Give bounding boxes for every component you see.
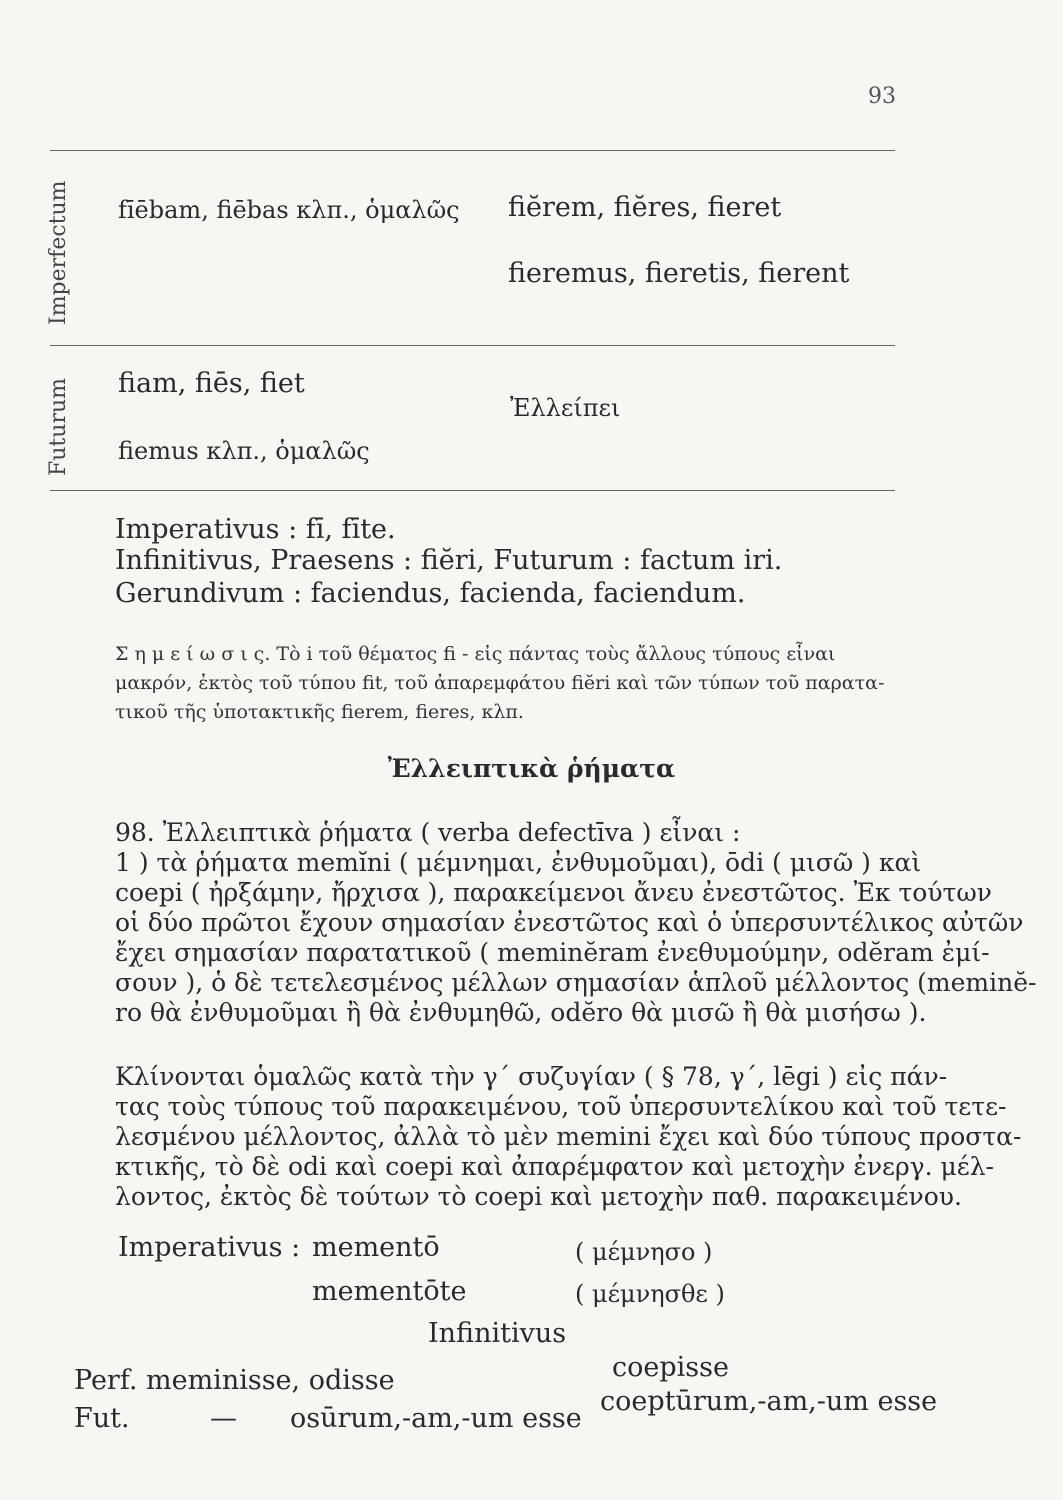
imperativus-gloss-plural: ( μέμνησθε ) <box>575 1280 725 1308</box>
imperativus-line: Imperativus : fī, fīte. <box>115 514 396 545</box>
perfect-coepi: coepisse <box>612 1352 729 1383</box>
imperativus-label: Imperativus : <box>118 1232 301 1263</box>
future-subjunctive-missing: Ἐλλείπει <box>510 394 621 422</box>
paragraph-line: τας τοὺς τύπους τοῦ παρακειμένου, τοῦ ὑπερσυντελίκου καὶ τοῦ τετε- <box>115 1092 1007 1121</box>
imperfect-subjunctive-plural: fieremus, fieretis, fierent <box>508 258 850 289</box>
future-forms: osūrum,-am,-um esse <box>290 1403 582 1434</box>
note-block <box>115 640 915 727</box>
future-indicative-singular: fiam, fiēs, fiet <box>118 368 305 399</box>
paragraph-line: Κλίνονται ὁμαλῶς κατὰ τὴν γ΄ συζυγίαν ( § 78, γ΄, lēgi ) εἰς πάν- <box>115 1062 948 1091</box>
paragraph-line: coepi ( ἠρξάμην, ἤρχισα ), παρακείμενοι ἄνευ ἐνεστῶτος. Ἐκ τούτων <box>115 878 992 907</box>
table-top-rule <box>50 150 895 151</box>
infinitivus-heading: Infinitivus <box>428 1318 567 1349</box>
paragraph-line: κτικῆς, τὸ δὲ odi καὶ coepi καὶ ἀπαρέμφατον καὶ μετοχὴν ἐνεργ. μέλ- <box>115 1152 995 1181</box>
imperfect-subjunctive-singular: fiĕrem, fiĕres, fieret <box>508 192 782 223</box>
note-line: μακρόν, ἐκτὸς τοῦ τύπου fit, τοῦ ἀπαρεμφάτου fiĕri καὶ τῶν τύπων τοῦ παρατα- <box>115 672 885 694</box>
paragraph-98 <box>115 818 1037 1028</box>
paragraph-declension <box>115 1062 1022 1212</box>
section-heading: Ἐλλειπτικὰ ῥήματα <box>387 754 676 783</box>
table-middle-rule <box>50 345 895 346</box>
future-coepi: coeptūrum,-am,-um esse <box>600 1386 938 1417</box>
paragraph-line: λεσμένου μέλλοντος, ἀλλὰ τὸ μὲν memini ἔχει καὶ δύο τύπους προστα- <box>115 1122 1022 1151</box>
future-dash: — <box>210 1403 237 1434</box>
paragraph-line: 98. Ἐλλειπτικὰ ῥήματα ( verba defectīva ) εἶναι : <box>115 818 741 847</box>
infinitivus-line: Infinitivus, Praesens : fiĕri, Futurum : factum iri. <box>115 545 783 576</box>
paragraph-line: ἔχει σημασίαν παρατατικοῦ ( meminĕram ἐνεθυμούμην, odĕram ἐμί- <box>115 938 990 967</box>
imperativus-form-singular: mementō <box>312 1232 440 1263</box>
note-line: Σ η μ ε ί ω σ ι ς. Τὸ i τοῦ θέματος fi - εἰς πάντας τοὺς ἄλλους τύπους εἶναι <box>115 643 836 665</box>
paragraph-line: ro θὰ ἐνθυμοῦμαι ἢ θὰ ἐνθυμηθῶ, odĕro θὰ μισῶ ἢ θὰ μισήσω ). <box>115 998 927 1027</box>
page-number: 93 <box>868 84 896 109</box>
imperativus-gloss-singular: ( μέμνησο ) <box>575 1238 713 1266</box>
futurum-label: Futurum <box>46 378 71 476</box>
note-line: τικοῦ τῆς ὑποτακτικῆς fierem, fieres, κλπ. <box>115 701 524 723</box>
perfect-label: Perf. <box>74 1365 138 1396</box>
paragraph-line: λοντος, ἐκτὸς δὲ τούτων τὸ coepi καὶ μετοχὴν παθ. παρακειμένου. <box>115 1182 962 1211</box>
imperativus-form-plural: mementōte <box>312 1276 467 1307</box>
future-indicative-plural: fiemus κλπ., ὁμαλῶς <box>118 437 370 465</box>
imperfect-indicative: fīēbam, fiēbas κλπ., ὁμαλῶς <box>118 196 460 224</box>
paragraph-line: σουν ), ὁ δὲ τετελεσμένος μέλλων σημασίαν ἁπλοῦ μέλλοντος (meminĕ- <box>115 968 1037 997</box>
future-label: Fut. <box>74 1403 130 1434</box>
perfect-forms: meminisse, odisse <box>146 1365 395 1396</box>
paragraph-line: 1 ) τὰ ῥήματα memĭni ( μέμνημαι, ἐνθυμοῦμαι), ōdi ( μισῶ ) καὶ <box>115 848 922 877</box>
paragraph-line: οἱ δύο πρῶτοι ἔχουν σημασίαν ἐνεστῶτος καὶ ὁ ὑπερσυντέλικος αὐτῶν <box>115 908 1024 937</box>
gerundivum-line: Gerundivum : faciendus, facienda, faciendum. <box>115 578 746 609</box>
table-bottom-rule <box>50 490 895 491</box>
imperfectum-label: Imperfectum <box>46 180 71 325</box>
